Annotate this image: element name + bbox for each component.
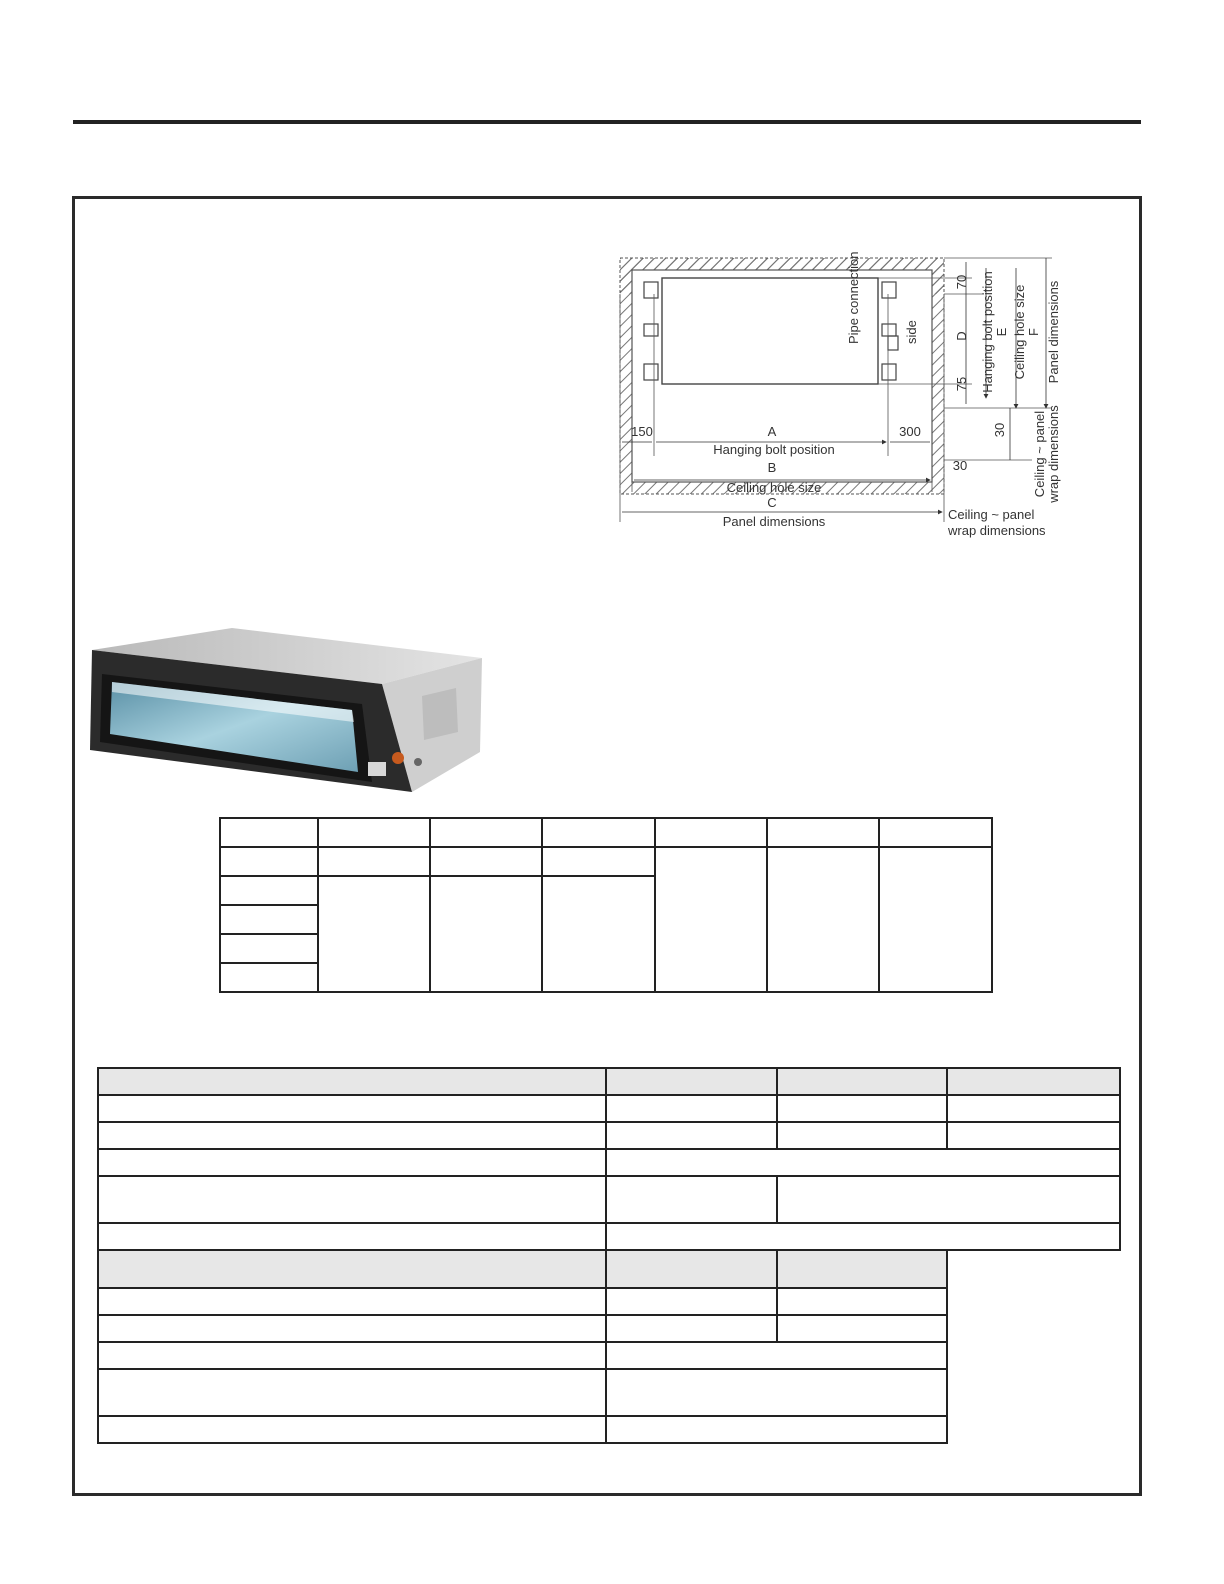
diagram-svg — [612, 232, 1082, 552]
table-cell — [220, 934, 318, 963]
table-cell — [606, 1149, 1120, 1176]
table-cell — [777, 1176, 1120, 1223]
table-cell — [220, 876, 318, 905]
table-cell — [98, 1416, 606, 1443]
dim-c: C — [767, 495, 777, 510]
table-cell — [767, 847, 880, 992]
table-row — [98, 1149, 1120, 1176]
table-cell — [542, 847, 655, 876]
table-row — [98, 1176, 1120, 1223]
table-cell — [98, 1223, 606, 1250]
table-cell — [606, 1369, 947, 1416]
dim-b: B — [767, 460, 777, 475]
dim-d: D — [954, 331, 969, 341]
installation-diagram — [612, 232, 1082, 552]
table-cell — [318, 818, 431, 847]
table-row — [98, 1416, 1120, 1443]
table-cell — [655, 847, 767, 992]
table-cell — [220, 905, 318, 934]
table-cell — [777, 1095, 948, 1122]
table-cell — [655, 818, 767, 847]
table-header-cell — [98, 1250, 606, 1288]
table-header-cell — [606, 1250, 777, 1288]
dim-70: 70 — [954, 274, 969, 290]
hanging-bolt-position-vertical: Hanging bolt position — [980, 271, 995, 393]
table-cell — [98, 1369, 606, 1416]
wrap-label-2: wrap dimensions — [948, 523, 1046, 538]
table-cell — [98, 1095, 606, 1122]
dimension-table — [219, 817, 993, 993]
table-header-cell — [947, 1068, 1120, 1095]
table-row — [98, 1369, 1120, 1416]
table-cell — [777, 1288, 948, 1315]
table-cell — [318, 876, 431, 992]
table-cell — [767, 818, 880, 847]
table-cell — [879, 847, 992, 992]
ceiling-hole-size-label: Ceiling hole size — [726, 480, 822, 495]
table-row — [98, 1095, 1120, 1122]
table-cell — [606, 1122, 777, 1149]
table-cell — [220, 963, 318, 992]
dim-75: 75 — [954, 376, 969, 392]
table-cell — [947, 1095, 1120, 1122]
table-cell — [606, 1223, 1120, 1250]
table-cell — [777, 1122, 948, 1149]
table-empty — [947, 1416, 1120, 1443]
panel-dimensions-label: Panel dimensions — [722, 514, 826, 529]
wrap-label-vertical-1: Ceiling ~ panel — [1032, 410, 1047, 498]
pipe-side-label: side — [904, 320, 919, 344]
table-cell — [220, 818, 318, 847]
table-row — [220, 818, 992, 847]
dim-e: E — [994, 327, 1009, 337]
table-header-cell — [777, 1068, 948, 1095]
table-empty — [947, 1250, 1120, 1288]
table-cell — [98, 1149, 606, 1176]
table-cell — [98, 1122, 606, 1149]
top-rule — [73, 120, 1141, 124]
table-cell — [606, 1176, 777, 1223]
panel-dimensions-vertical: Panel dimensions — [1046, 280, 1061, 384]
table-cell — [777, 1315, 948, 1342]
dim-f: F — [1026, 328, 1041, 336]
dim-a: A — [767, 424, 777, 439]
table-cell — [606, 1315, 777, 1342]
ceiling-hole-size-vertical: Ceiling hole size — [1012, 284, 1027, 380]
table-cell — [98, 1176, 606, 1223]
pipe-connection-label: Pipe connection — [846, 251, 861, 344]
table-empty — [947, 1369, 1120, 1416]
table-cell — [947, 1122, 1120, 1149]
table-cell — [430, 818, 542, 847]
table-cell — [879, 818, 992, 847]
table-cell — [542, 876, 655, 992]
table-row — [98, 1342, 1120, 1369]
table-cell — [606, 1288, 777, 1315]
table-cell — [430, 847, 542, 876]
table-cell — [606, 1095, 777, 1122]
table-cell — [220, 847, 318, 876]
table-cell — [98, 1342, 606, 1369]
table-cell — [98, 1288, 606, 1315]
table-row — [98, 1288, 1120, 1315]
table-cell — [98, 1315, 606, 1342]
table-cell — [606, 1342, 947, 1369]
table-empty — [947, 1315, 1120, 1342]
table-empty — [947, 1288, 1120, 1315]
dim-30-bottom: 30 — [952, 458, 968, 473]
table-row — [98, 1250, 1120, 1288]
table-row — [98, 1068, 1120, 1095]
wrap-label-1: Ceiling ~ panel — [948, 507, 1035, 522]
specification-table — [97, 1067, 1121, 1444]
ducted-unit-image — [82, 622, 492, 802]
dim-300: 300 — [899, 424, 921, 439]
dim-150: 150 — [631, 424, 653, 439]
wrap-label-vertical-2: wrap dimensions — [1046, 405, 1061, 503]
table-cell — [430, 876, 542, 992]
table-header-cell — [606, 1068, 777, 1095]
hanging-bolt-position-label: Hanging bolt position — [713, 442, 835, 457]
dim-30-vertical: 30 — [992, 422, 1007, 438]
table-row — [220, 847, 992, 876]
table-row — [98, 1223, 1120, 1250]
table-empty — [947, 1342, 1120, 1369]
table-row — [98, 1315, 1120, 1342]
table-header-cell — [98, 1068, 606, 1095]
table-cell — [318, 847, 431, 876]
table-cell — [542, 818, 655, 847]
table-cell — [606, 1416, 947, 1443]
table-header-cell — [777, 1250, 948, 1288]
table-row — [98, 1122, 1120, 1149]
